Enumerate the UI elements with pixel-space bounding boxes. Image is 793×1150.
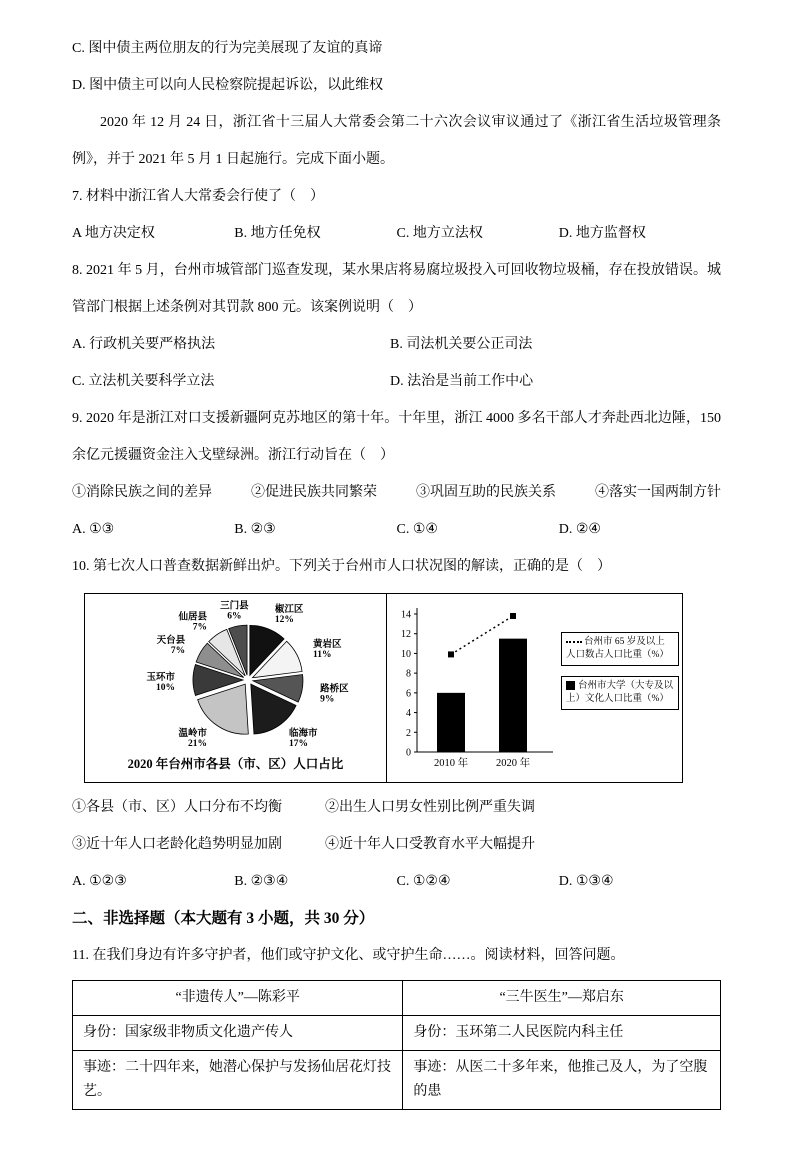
pie-label: 黄岩区 11% bbox=[313, 639, 342, 660]
q10-statements-row-1 bbox=[72, 789, 721, 826]
y-tick-label: 10 bbox=[401, 648, 411, 660]
pie-label: 三门县 6% bbox=[220, 601, 249, 622]
person-1-deeds: 事迹：二十四年来，她潜心保护与发扬仙居花灯技艺。 bbox=[73, 1051, 403, 1110]
q11-material-table bbox=[72, 980, 721, 1110]
q9-statement-1: ①消除民族之间的差异 bbox=[72, 485, 212, 500]
q9-statement-4: ④落实一国两制方针 bbox=[595, 485, 721, 500]
y-tick-label: 2 bbox=[406, 727, 411, 739]
person-2-header: “三牛医生”—郑启东 bbox=[403, 981, 721, 1016]
q9-option-b: B. ②③ bbox=[234, 522, 276, 537]
person-1-header: “非遗传人”—陈彩平 bbox=[73, 981, 403, 1016]
q9-option-d: D. ②④ bbox=[558, 522, 601, 537]
q9-option-a: A. ①③ bbox=[72, 522, 115, 537]
line-marker bbox=[448, 651, 454, 657]
x-category-label: 2020 年 bbox=[495, 758, 531, 769]
q10-statements-row-2 bbox=[72, 826, 721, 863]
q8-options-row-1 bbox=[72, 326, 721, 363]
q10-option-a: A. ①②③ bbox=[72, 874, 127, 889]
person-2-deeds: 事迹：从医二十多年来，他推己及人，为了空腹的患 bbox=[403, 1051, 721, 1110]
pie-label: 仙居县 7% bbox=[178, 612, 207, 633]
q10-statement-4: ④近十年人口受教育水平大幅提升 bbox=[325, 837, 535, 852]
dotted-line-icon bbox=[566, 641, 582, 643]
q10-options-row bbox=[72, 863, 721, 900]
pie-chart-title: 2020 年台州市各县（市、区）人口占比 bbox=[127, 757, 344, 771]
bar-chart-panel bbox=[386, 593, 683, 783]
black-square-icon bbox=[566, 681, 575, 690]
q7-stem: 7. 材料中浙江省人大常委会行使了（ ） bbox=[72, 189, 324, 204]
q8-options-row-2 bbox=[72, 363, 721, 400]
q9-options-row bbox=[72, 511, 721, 548]
q9-stem: 9. 2020 年是浙江对口支援新疆阿克苏地区的第十年。十年里，浙江 4000 多名干部人才奔赴西北边陲，150 余亿元援疆资金注入戈壁绿洲。浙江行动旨在（ ） bbox=[72, 411, 721, 463]
y-tick-label: 4 bbox=[406, 708, 411, 720]
q9-statement-3: ③巩固互助的民族关系 bbox=[416, 485, 556, 500]
bar bbox=[437, 693, 465, 752]
q10-stem: 10. 第七次人口普查数据新鲜出炉。下列关于台州市人口状况图的解读，正确的是（ ） bbox=[72, 559, 611, 574]
table-row bbox=[73, 1051, 721, 1110]
pie-label: 椒江区 12% bbox=[274, 605, 304, 626]
q9-statement-2: ②促进民族共同繁荣 bbox=[251, 485, 377, 500]
pie-label: 天台县 7% bbox=[156, 635, 186, 656]
q10-figure bbox=[84, 593, 684, 783]
q7-option-c: C. 地方立法权 bbox=[396, 226, 483, 241]
prev-option-d: D. 图中债主可以向人民检察院提起诉讼，以此维权 bbox=[72, 78, 384, 93]
pie-label: 玉环市 10% bbox=[146, 673, 175, 693]
x-category-label: 2010 年 bbox=[433, 758, 469, 769]
q8-option-a: A. 行政机关要严格执法 bbox=[72, 337, 216, 352]
pie-label: 温岭市 21% bbox=[178, 729, 207, 749]
person-1-identity: 身份：国家级非物质文化遗产传人 bbox=[73, 1016, 403, 1051]
pie-label: 路桥区 9% bbox=[320, 684, 349, 705]
legend-line-label: 台州市 65 岁及以上人口数占人口比重（%） bbox=[566, 637, 669, 660]
y-tick-label: 14 bbox=[401, 609, 411, 621]
pie-label: 临海市 17% bbox=[289, 729, 318, 749]
q9-statements-row bbox=[72, 474, 721, 511]
q7-options-row bbox=[72, 215, 721, 252]
y-tick-label: 6 bbox=[406, 688, 411, 700]
legend-bar-label: 台州市大学（大专及以上）文化人口比重（%） bbox=[566, 681, 674, 704]
line-marker bbox=[510, 613, 516, 619]
q10-option-b: B. ②③④ bbox=[234, 874, 289, 889]
person-2-identity: 身份：玉环第二人民医院内科主任 bbox=[403, 1016, 721, 1051]
q7-option-d: D. 地方监督权 bbox=[558, 226, 646, 241]
bar-chart-legend bbox=[561, 632, 679, 720]
q11-stem: 11. 在我们身边有许多守护者，他们或守护文化、或守护生命……。阅读材料，回答问题。 bbox=[72, 948, 625, 963]
y-tick-label: 12 bbox=[401, 629, 411, 641]
q10-statement-2: ②出生人口男女性别比例严重失调 bbox=[325, 800, 535, 815]
q10-option-c: C. ①②④ bbox=[396, 874, 451, 889]
passage-text: 2020 年 12 月 24 日，浙江省十三届人大常委会第二十六次会议审议通过了《浙江省生活垃圾管理条例》，并于 2021 年 5 月 1 日起施行。完成下面小题。 bbox=[72, 115, 721, 167]
q10-statement-1: ①各县（市、区）人口分布不均衡 bbox=[72, 800, 282, 815]
q9-option-c: C. ①④ bbox=[396, 522, 438, 537]
section-2-heading: 二、非选择题（本大题有 3 小题，共 30 分） bbox=[72, 910, 375, 927]
legend-item-line bbox=[561, 632, 679, 666]
y-tick-label: 0 bbox=[406, 747, 411, 759]
q8-option-d: D. 法治是当前工作中心 bbox=[390, 374, 534, 389]
table-row bbox=[73, 981, 721, 1016]
q10-option-d: D. ①③④ bbox=[558, 874, 614, 889]
prev-option-c: C. 图中债主两位朋友的行为完美展现了友谊的真谛 bbox=[72, 41, 383, 56]
q8-option-c: C. 立法机关要科学立法 bbox=[72, 374, 215, 389]
table-row bbox=[73, 1016, 721, 1051]
q8-stem: 8. 2021 年 5 月，台州市城管部门巡查发现，某水果店将易腐垃圾投入可回收物垃圾桶，存在投放错误。城管部门根据上述条例对其罚款 800 元。该案例说明（ ） bbox=[72, 263, 721, 315]
q10-statement-3: ③近十年人口老龄化趋势明显加剧 bbox=[72, 837, 282, 852]
legend-item-bar bbox=[561, 676, 679, 710]
q8-option-b: B. 司法机关要公正司法 bbox=[390, 337, 533, 352]
q7-option-a: A 地方决定权 bbox=[72, 226, 155, 241]
bar-chart bbox=[387, 594, 559, 780]
q7-option-b: B. 地方任免权 bbox=[234, 226, 321, 241]
y-tick-label: 8 bbox=[406, 668, 411, 680]
pie-chart-panel bbox=[84, 593, 387, 783]
pie-chart bbox=[85, 594, 386, 756]
bar bbox=[499, 639, 527, 752]
